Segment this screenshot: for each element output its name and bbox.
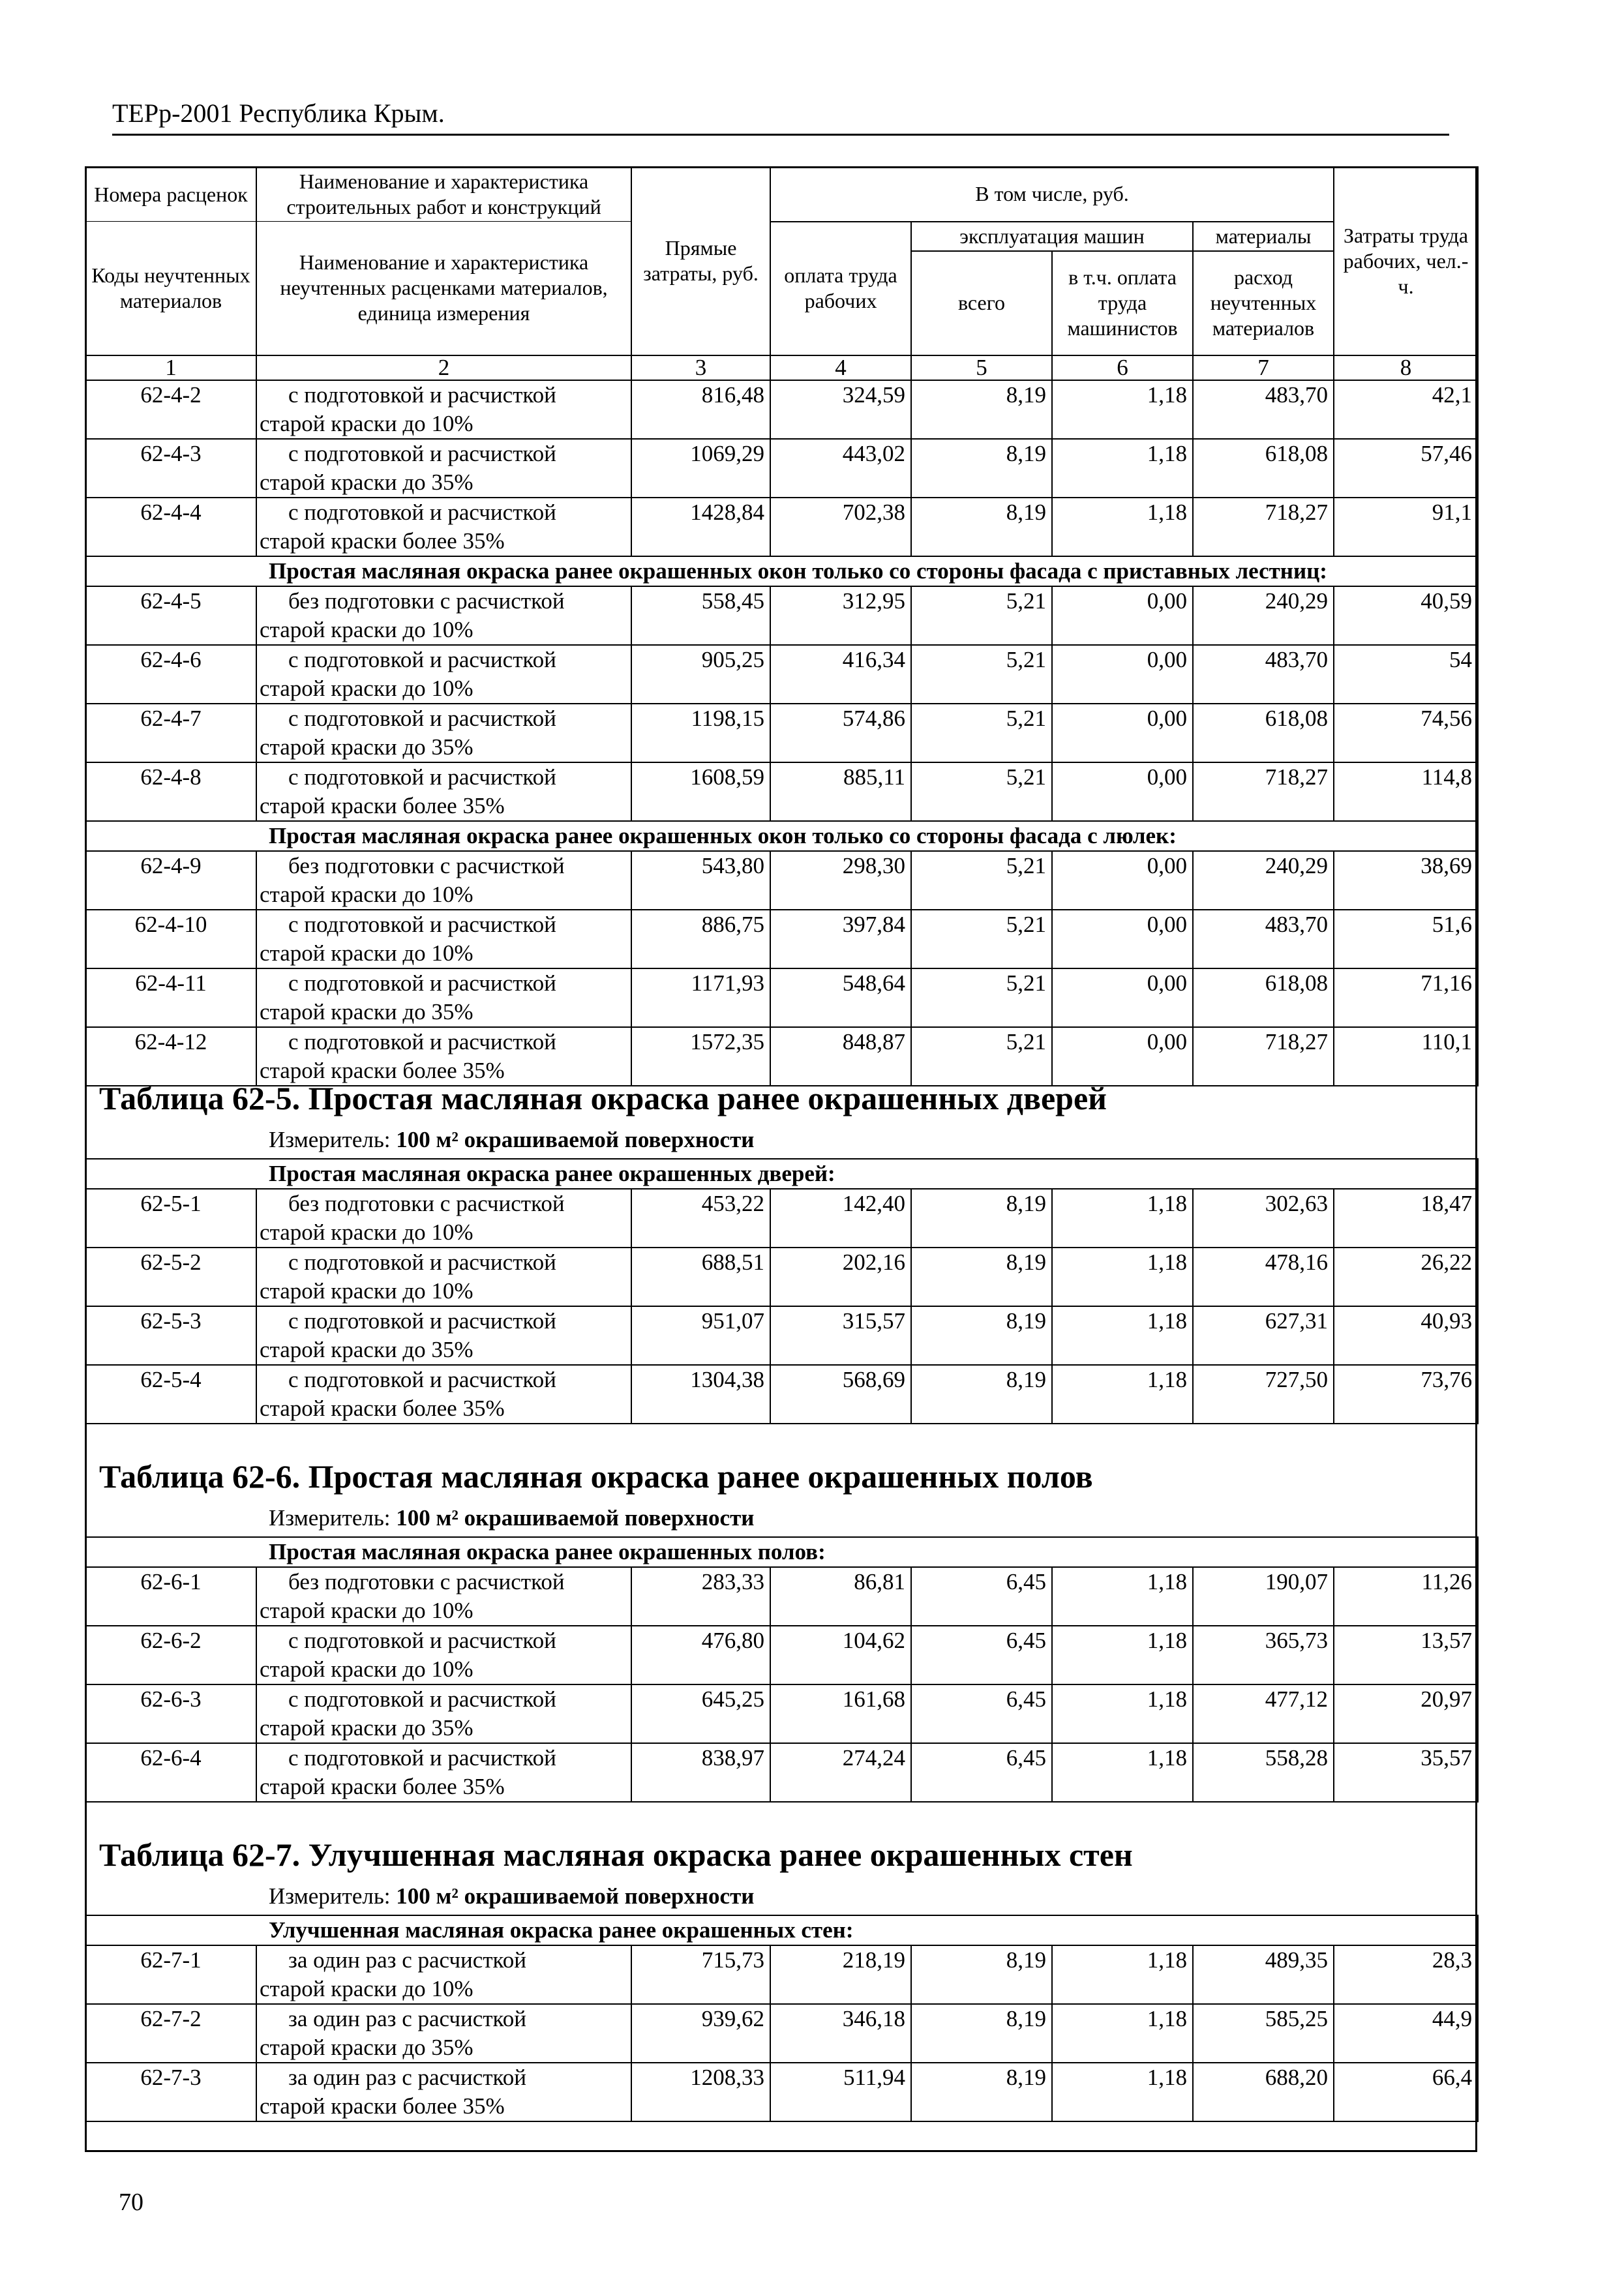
direct-costs-cell: 558,45 — [631, 586, 770, 645]
labor-hours-cell: 73,76 — [1334, 1365, 1478, 1424]
machinists-pay-cell: 1,18 — [1052, 380, 1193, 439]
header-materials: материалы — [1193, 222, 1334, 251]
materials-cost-cell: 627,31 — [1193, 1306, 1334, 1365]
table-row — [85, 380, 1478, 439]
materials-cost-cell: 585,25 — [1193, 2004, 1334, 2063]
labor-hours-cell: 54 — [1334, 645, 1478, 704]
rate-code: 62-4-6 — [85, 645, 256, 704]
work-description — [256, 762, 631, 821]
table-row — [85, 851, 1478, 910]
machinists-pay-cell: 0,00 — [1052, 910, 1193, 968]
labor-pay-cell: 885,11 — [770, 762, 911, 821]
materials-cost-cell: 477,12 — [1193, 1684, 1334, 1743]
materials-cost-cell: 727,50 — [1193, 1365, 1334, 1424]
machines-total-cell: 5,21 — [911, 586, 1052, 645]
table-row — [85, 1684, 1478, 1743]
header-name-top: Наименование и характеристика строительных работ и конструкций — [256, 167, 631, 222]
direct-costs-cell: 886,75 — [631, 910, 770, 968]
header-name-bottom: Наименование и характеристика неучтенных расценками материалов, единица измерения — [256, 222, 631, 355]
machinists-pay-cell: 1,18 — [1052, 439, 1193, 498]
description-line: с подготовкой и расчисткой — [288, 1308, 556, 1334]
labor-pay-cell: 161,68 — [770, 1684, 911, 1743]
header-materials-unaccounted: расход неучтенных материалов — [1193, 251, 1334, 355]
meter-label: Измеритель: — [269, 1127, 391, 1152]
machinists-pay-cell: 0,00 — [1052, 968, 1193, 1027]
description-line: старой краски более 35% — [260, 1774, 505, 1799]
meter-label: Измеритель: — [269, 1505, 391, 1531]
description-line: старой краски до 10% — [260, 1278, 474, 1304]
direct-costs-cell: 1171,93 — [631, 968, 770, 1027]
table-title: Таблица 62-6. Простая масляная окраска ранее окрашенных полов — [99, 1458, 1093, 1495]
labor-pay-cell: 298,30 — [770, 851, 911, 910]
labor-pay-cell: 568,69 — [770, 1365, 911, 1424]
labor-hours-cell: 44,9 — [1334, 2004, 1478, 2063]
description-line: без подготовки с расчисткой — [288, 852, 565, 878]
rate-code: 62-5-4 — [85, 1365, 256, 1424]
direct-costs-cell: 939,62 — [631, 2004, 770, 2063]
table-row — [85, 1567, 1478, 1626]
page-header: ТЕРр-2001 Республика Крым. — [112, 98, 445, 128]
labor-pay-cell: 86,81 — [770, 1567, 911, 1626]
machines-total-cell: 8,19 — [911, 380, 1052, 439]
labor-pay-cell: 312,95 — [770, 586, 911, 645]
direct-costs-cell: 1208,33 — [631, 2063, 770, 2121]
description-line: за один раз с расчисткой — [288, 1947, 527, 1973]
machines-total-cell: 8,19 — [911, 1248, 1052, 1306]
machinists-pay-cell: 1,18 — [1052, 1189, 1193, 1248]
table-row — [85, 498, 1478, 556]
work-description — [256, 1743, 631, 1802]
materials-cost-cell: 302,63 — [1193, 1189, 1334, 1248]
machinists-pay-cell: 1,18 — [1052, 1567, 1193, 1626]
description-line: с подготовкой и расчисткой — [288, 1367, 556, 1392]
labor-pay-cell: 511,94 — [770, 2063, 911, 2121]
section-heading: Простая масляная окраска ранее окрашенных полов: — [85, 1537, 1478, 1567]
table-row — [85, 704, 1478, 762]
column-number: 3 — [631, 355, 770, 380]
table-row — [85, 645, 1478, 704]
labor-hours-cell: 28,3 — [1334, 1945, 1478, 2004]
machines-total-cell: 5,21 — [911, 645, 1052, 704]
machines-total-cell: 6,45 — [911, 1684, 1052, 1743]
description-line: старой краски до 35% — [260, 998, 474, 1025]
description-line: старой краски до 10% — [260, 940, 474, 966]
rate-code: 62-4-8 — [85, 762, 256, 821]
table-62-5 — [85, 1158, 1479, 1424]
header-rule — [112, 134, 1449, 136]
table-row — [85, 1365, 1478, 1424]
materials-cost-cell: 718,27 — [1193, 1027, 1334, 1086]
work-description — [256, 645, 631, 704]
machines-total-cell: 5,21 — [911, 968, 1052, 1027]
rate-code: 62-7-2 — [85, 2004, 256, 2063]
work-description — [256, 1248, 631, 1306]
description-line: с подготовкой и расчисткой — [288, 440, 556, 466]
materials-cost-cell: 618,08 — [1193, 704, 1334, 762]
direct-costs-cell: 905,25 — [631, 645, 770, 704]
section-heading: Простая масляная окраска ранее окрашенных дверей: — [85, 1159, 1478, 1189]
description-line: с подготовкой и расчисткой — [288, 499, 556, 525]
direct-costs-cell: 1428,84 — [631, 498, 770, 556]
description-line: старой краски до 10% — [260, 1656, 474, 1682]
materials-cost-cell: 483,70 — [1193, 645, 1334, 704]
labor-hours-cell: 110,1 — [1334, 1027, 1478, 1086]
rate-code: 62-6-4 — [85, 1743, 256, 1802]
labor-hours-cell: 114,8 — [1334, 762, 1478, 821]
rate-code: 62-4-3 — [85, 439, 256, 498]
description-line: с подготовкой и расчисткой — [288, 646, 556, 672]
table-row — [85, 968, 1478, 1027]
machines-total-cell: 6,45 — [911, 1567, 1052, 1626]
table-row — [85, 2004, 1478, 2063]
header-including: В том числе, руб. — [770, 167, 1334, 222]
materials-cost-cell: 240,29 — [1193, 586, 1334, 645]
table-meter — [269, 1127, 754, 1153]
rate-code: 62-5-3 — [85, 1306, 256, 1365]
machines-total-cell: 8,19 — [911, 2004, 1052, 2063]
page-number: 70 — [119, 2189, 143, 2216]
work-description — [256, 2004, 631, 2063]
work-description — [256, 439, 631, 498]
machinists-pay-cell: 1,18 — [1052, 1306, 1193, 1365]
labor-hours-cell: 40,59 — [1334, 586, 1478, 645]
direct-costs-cell: 838,97 — [631, 1743, 770, 1802]
description-line: с подготовкой и расчисткой — [288, 1628, 556, 1653]
rate-code: 62-4-9 — [85, 851, 256, 910]
description-line: без подготовки с расчисткой — [288, 1191, 565, 1216]
meter-value: 100 м² окрашиваемой поверхности — [396, 1127, 755, 1152]
labor-hours-cell: 20,97 — [1334, 1684, 1478, 1743]
table-62-6 — [85, 1536, 1479, 1803]
table-row — [85, 762, 1478, 821]
materials-cost-cell: 240,29 — [1193, 851, 1334, 910]
labor-pay-cell: 574,86 — [770, 704, 911, 762]
labor-pay-cell: 324,59 — [770, 380, 911, 439]
column-number: 6 — [1052, 355, 1193, 380]
table-row — [85, 1027, 1478, 1086]
table-row — [85, 1945, 1478, 2004]
work-description — [256, 380, 631, 439]
header-labor-pay: оплата труда рабочих — [770, 222, 911, 355]
materials-cost-cell: 489,35 — [1193, 1945, 1334, 2004]
machinists-pay-cell: 0,00 — [1052, 704, 1193, 762]
description-line: без подготовки с расчисткой — [288, 588, 565, 614]
description-line: старой краски более 35% — [260, 528, 505, 554]
direct-costs-cell: 543,80 — [631, 851, 770, 910]
machines-total-cell: 5,21 — [911, 762, 1052, 821]
machines-total-cell: 8,19 — [911, 1306, 1052, 1365]
machinists-pay-cell: 1,18 — [1052, 2004, 1193, 2063]
rate-code: 62-4-4 — [85, 498, 256, 556]
description-line: старой краски до 35% — [260, 1715, 474, 1741]
materials-cost-cell: 558,28 — [1193, 1743, 1334, 1802]
work-description — [256, 704, 631, 762]
description-line: с подготовкой и расчисткой — [288, 1249, 556, 1275]
direct-costs-cell: 1069,29 — [631, 439, 770, 498]
machinists-pay-cell: 1,18 — [1052, 1743, 1193, 1802]
work-description — [256, 910, 631, 968]
labor-hours-cell: 11,26 — [1334, 1567, 1478, 1626]
description-line: старой краски до 35% — [260, 2035, 474, 2060]
description-line: старой краски более 35% — [260, 792, 505, 818]
meter-value: 100 м² окрашиваемой поверхности — [396, 1883, 755, 1909]
labor-pay-cell: 848,87 — [770, 1027, 911, 1086]
rate-code: 62-6-3 — [85, 1684, 256, 1743]
column-number: 1 — [85, 355, 256, 380]
description-line: с подготовкой и расчисткой — [288, 764, 556, 790]
header-machines-total: всего — [911, 251, 1052, 355]
machinists-pay-cell: 1,18 — [1052, 1626, 1193, 1684]
table-62-4 — [85, 166, 1479, 1086]
description-line: без подготовки с расчисткой — [288, 1569, 565, 1594]
rate-code: 62-4-12 — [85, 1027, 256, 1086]
description-line: с подготовкой и расчисткой — [288, 1028, 556, 1055]
labor-hours-cell: 66,4 — [1334, 2063, 1478, 2121]
labor-pay-cell: 104,62 — [770, 1626, 911, 1684]
column-number: 5 — [911, 355, 1052, 380]
table-meter — [269, 1505, 754, 1531]
work-description — [256, 1306, 631, 1365]
machinists-pay-cell: 0,00 — [1052, 645, 1193, 704]
table-row — [85, 1743, 1478, 1802]
rate-code: 62-5-1 — [85, 1189, 256, 1248]
materials-cost-cell: 618,08 — [1193, 439, 1334, 498]
materials-cost-cell: 718,27 — [1193, 498, 1334, 556]
description-line: старой краски до 10% — [260, 1598, 474, 1623]
direct-costs-cell: 1572,35 — [631, 1027, 770, 1086]
machines-total-cell: 8,19 — [911, 1945, 1052, 2004]
description-line: старой краски до 10% — [260, 1976, 474, 2001]
labor-hours-cell: 42,1 — [1334, 380, 1478, 439]
machinists-pay-cell: 1,18 — [1052, 498, 1193, 556]
machinists-pay-cell: 0,00 — [1052, 851, 1193, 910]
work-description — [256, 1365, 631, 1424]
rate-code: 62-6-1 — [85, 1567, 256, 1626]
machinists-pay-cell: 0,00 — [1052, 1027, 1193, 1086]
rate-code: 62-4-11 — [85, 968, 256, 1027]
labor-pay-cell: 202,16 — [770, 1248, 911, 1306]
work-description — [256, 1027, 631, 1086]
labor-pay-cell: 315,57 — [770, 1306, 911, 1365]
header-machinists-pay: в т.ч. оплата труда машинистов — [1052, 251, 1193, 355]
rate-code: 62-7-1 — [85, 1945, 256, 2004]
table-title: Таблица 62-5. Простая масляная окраска ранее окрашенных дверей — [99, 1080, 1107, 1116]
header-machines: эксплуатация машин — [911, 222, 1193, 251]
work-description — [256, 968, 631, 1027]
description-line: с подготовкой и расчисткой — [288, 1686, 556, 1712]
column-number: 7 — [1193, 355, 1334, 380]
description-line: с подготовкой и расчисткой — [288, 1745, 556, 1771]
header-direct-costs: Прямые затраты, руб. — [631, 167, 770, 355]
materials-cost-cell: 618,08 — [1193, 968, 1334, 1027]
rate-code: 62-6-2 — [85, 1626, 256, 1684]
description-line: старой краски более 35% — [260, 1057, 505, 1083]
description-line: с подготовкой и расчисткой — [288, 970, 556, 996]
description-line: за один раз с расчисткой — [288, 2065, 527, 2090]
machinists-pay-cell: 1,18 — [1052, 1248, 1193, 1306]
table-62-7 — [85, 1915, 1479, 2122]
labor-pay-cell: 346,18 — [770, 2004, 911, 2063]
work-description — [256, 2063, 631, 2121]
labor-hours-cell: 74,56 — [1334, 704, 1478, 762]
rate-code: 62-4-10 — [85, 910, 256, 968]
table-row — [85, 2063, 1478, 2121]
rate-code: 62-7-3 — [85, 2063, 256, 2121]
description-line: за один раз с расчисткой — [288, 2006, 527, 2031]
machines-total-cell: 8,19 — [911, 1365, 1052, 1424]
labor-hours-cell: 71,16 — [1334, 968, 1478, 1027]
rate-code: 62-4-5 — [85, 586, 256, 645]
rate-code: 62-4-2 — [85, 380, 256, 439]
description-line: старой краски до 10% — [260, 1219, 474, 1245]
labor-hours-cell: 40,93 — [1334, 1306, 1478, 1365]
machines-total-cell: 8,19 — [911, 498, 1052, 556]
description-line: старой краски до 10% — [260, 410, 474, 436]
labor-hours-cell: 18,47 — [1334, 1189, 1478, 1248]
description-line: старой краски более 35% — [260, 1396, 505, 1421]
labor-hours-cell: 57,46 — [1334, 439, 1478, 498]
materials-cost-cell: 688,20 — [1193, 2063, 1334, 2121]
description-line: старой краски до 35% — [260, 469, 474, 495]
work-description — [256, 1684, 631, 1743]
direct-costs-cell: 951,07 — [631, 1306, 770, 1365]
section-heading: Простая масляная окраска ранее окрашенных окон только со стороны фасада с люлек: — [85, 821, 1478, 851]
header-codes-bottom: Коды неучтенных материалов — [85, 222, 256, 355]
materials-cost-cell: 190,07 — [1193, 1567, 1334, 1626]
materials-cost-cell: 478,16 — [1193, 1248, 1334, 1306]
labor-hours-cell: 26,22 — [1334, 1248, 1478, 1306]
work-description — [256, 1567, 631, 1626]
description-line: с подготовкой и расчисткой — [288, 705, 556, 731]
column-number: 2 — [256, 355, 631, 380]
machines-total-cell: 5,21 — [911, 1027, 1052, 1086]
description-line: старой краски до 10% — [260, 675, 474, 701]
rate-code: 62-4-7 — [85, 704, 256, 762]
machines-total-cell: 8,19 — [911, 1189, 1052, 1248]
table-row — [85, 439, 1478, 498]
machinists-pay-cell: 1,18 — [1052, 1365, 1193, 1424]
table-title: Таблица 62-7. Улучшенная масляная окраска ранее окрашенных стен — [99, 1836, 1133, 1873]
column-number: 4 — [770, 355, 911, 380]
materials-cost-cell: 718,27 — [1193, 762, 1334, 821]
rate-code: 62-5-2 — [85, 1248, 256, 1306]
description-line: старой краски до 10% — [260, 881, 474, 907]
work-description — [256, 1945, 631, 2004]
labor-hours-cell: 13,57 — [1334, 1626, 1478, 1684]
machinists-pay-cell: 1,18 — [1052, 1945, 1193, 2004]
machines-total-cell: 8,19 — [911, 439, 1052, 498]
direct-costs-cell: 453,22 — [631, 1189, 770, 1248]
machines-total-cell: 5,21 — [911, 704, 1052, 762]
direct-costs-cell: 688,51 — [631, 1248, 770, 1306]
machines-total-cell: 6,45 — [911, 1626, 1052, 1684]
machinists-pay-cell: 1,18 — [1052, 1684, 1193, 1743]
meter-value: 100 м² окрашиваемой поверхности — [396, 1505, 755, 1531]
work-description — [256, 851, 631, 910]
description-line: старой краски до 35% — [260, 734, 474, 760]
labor-pay-cell: 274,24 — [770, 1743, 911, 1802]
table-row — [85, 1626, 1478, 1684]
materials-cost-cell: 365,73 — [1193, 1626, 1334, 1684]
direct-costs-cell: 283,33 — [631, 1567, 770, 1626]
section-heading: Улучшенная масляная окраска ранее окрашенных стен: — [85, 1915, 1478, 1945]
machinists-pay-cell: 0,00 — [1052, 586, 1193, 645]
machinists-pay-cell: 1,18 — [1052, 2063, 1193, 2121]
labor-pay-cell: 443,02 — [770, 439, 911, 498]
work-description — [256, 498, 631, 556]
direct-costs-cell: 476,80 — [631, 1626, 770, 1684]
direct-costs-cell: 645,25 — [631, 1684, 770, 1743]
direct-costs-cell: 1304,38 — [631, 1365, 770, 1424]
table-row — [85, 1189, 1478, 1248]
header-labor-cost: Затраты труда рабочих, чел.-ч. — [1334, 167, 1478, 355]
machines-total-cell: 5,21 — [911, 910, 1052, 968]
work-description — [256, 586, 631, 645]
section-heading: Простая масляная окраска ранее окрашенных окон только со стороны фасада с приставных лестниц: — [85, 556, 1478, 586]
labor-pay-cell: 416,34 — [770, 645, 911, 704]
description-line: старой краски до 35% — [260, 1337, 474, 1362]
labor-hours-cell: 35,57 — [1334, 1743, 1478, 1802]
machines-total-cell: 6,45 — [911, 1743, 1052, 1802]
description-line: старой краски более 35% — [260, 2093, 505, 2119]
table-meter — [269, 1883, 754, 1909]
labor-hours-cell: 38,69 — [1334, 851, 1478, 910]
machines-total-cell: 5,21 — [911, 851, 1052, 910]
table-row — [85, 1248, 1478, 1306]
header-codes-top: Номера расценок — [85, 167, 256, 222]
column-number: 8 — [1334, 355, 1478, 380]
table-row — [85, 586, 1478, 645]
materials-cost-cell: 483,70 — [1193, 910, 1334, 968]
meter-label: Измеритель: — [269, 1883, 391, 1909]
labor-pay-cell: 218,19 — [770, 1945, 911, 2004]
labor-hours-cell: 91,1 — [1334, 498, 1478, 556]
table-row — [85, 910, 1478, 968]
table-row — [85, 1306, 1478, 1365]
description-line: с подготовкой и расчисткой — [288, 911, 556, 937]
description-line: с подготовкой и расчисткой — [288, 382, 556, 408]
labor-pay-cell: 548,64 — [770, 968, 911, 1027]
work-description — [256, 1189, 631, 1248]
labor-pay-cell: 142,40 — [770, 1189, 911, 1248]
labor-pay-cell: 702,38 — [770, 498, 911, 556]
machinists-pay-cell: 0,00 — [1052, 762, 1193, 821]
labor-pay-cell: 397,84 — [770, 910, 911, 968]
direct-costs-cell: 1198,15 — [631, 704, 770, 762]
machines-total-cell: 8,19 — [911, 2063, 1052, 2121]
labor-hours-cell: 51,6 — [1334, 910, 1478, 968]
direct-costs-cell: 715,73 — [631, 1945, 770, 2004]
work-description — [256, 1626, 631, 1684]
direct-costs-cell: 816,48 — [631, 380, 770, 439]
direct-costs-cell: 1608,59 — [631, 762, 770, 821]
description-line: старой краски до 10% — [260, 616, 474, 642]
materials-cost-cell: 483,70 — [1193, 380, 1334, 439]
